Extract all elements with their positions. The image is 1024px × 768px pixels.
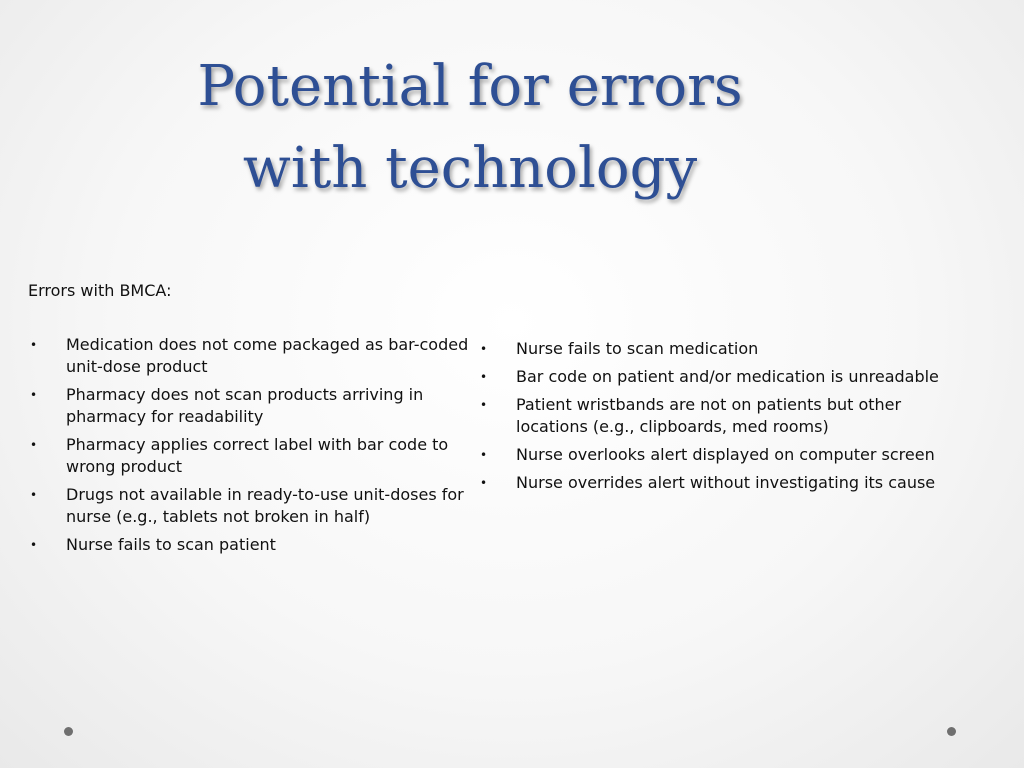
- list-item: [28, 434, 480, 478]
- bullet-text: Pharmacy does not scan products arriving in pharmacy for readability: [66, 385, 424, 426]
- list-item: [28, 384, 480, 428]
- list-item: [478, 366, 940, 388]
- bullet-text: Nurse fails to scan medication: [516, 339, 759, 358]
- bullet-icon: •: [30, 388, 38, 402]
- bullet-icon: •: [480, 370, 488, 384]
- right-bullet-list: [478, 338, 940, 500]
- bullet-text: Bar code on patient and/or medication is unreadable: [516, 367, 939, 386]
- bullet-text: Medication does not come packaged as bar-coded unit-dose product: [66, 335, 469, 376]
- left-bullet-list: [28, 334, 480, 562]
- bullet-text: Nurse overrides alert without investigating its cause: [516, 473, 936, 492]
- bullet-text: Nurse overlooks alert displayed on computer screen: [516, 445, 935, 464]
- bullet-icon: •: [480, 398, 488, 412]
- bullet-text: Drugs not available in ready-to-use unit-doses for nurse (e.g., tablets not broken in half): [66, 485, 464, 526]
- bullet-icon: •: [480, 476, 488, 490]
- intro-text: Errors with BMCA:: [28, 281, 172, 300]
- list-item: [478, 472, 940, 494]
- list-item: [28, 334, 480, 378]
- bullet-icon: •: [30, 538, 38, 552]
- bullet-text: Patient wristbands are not on patients but other locations (e.g., clipboards, med rooms): [516, 395, 902, 436]
- bullet-icon: •: [30, 338, 38, 352]
- list-item: [478, 394, 940, 438]
- slide-nav-dot-left-icon: [64, 727, 73, 736]
- bullet-icon: •: [30, 438, 38, 452]
- slide-nav-dot-right-icon: [947, 727, 956, 736]
- bullet-text: Pharmacy applies correct label with bar code to wrong product: [66, 435, 449, 476]
- bullet-text: Nurse fails to scan patient: [66, 535, 276, 554]
- slide-title: [150, 46, 790, 210]
- list-item: [478, 338, 940, 360]
- bullet-icon: •: [480, 448, 488, 462]
- list-item: [28, 534, 480, 556]
- bullet-icon: •: [480, 342, 488, 356]
- bullet-icon: •: [30, 488, 38, 502]
- title-line-1: Potential for errors: [197, 54, 743, 119]
- list-item: [478, 444, 940, 466]
- title-line-2: with technology: [242, 136, 698, 201]
- list-item: [28, 484, 480, 528]
